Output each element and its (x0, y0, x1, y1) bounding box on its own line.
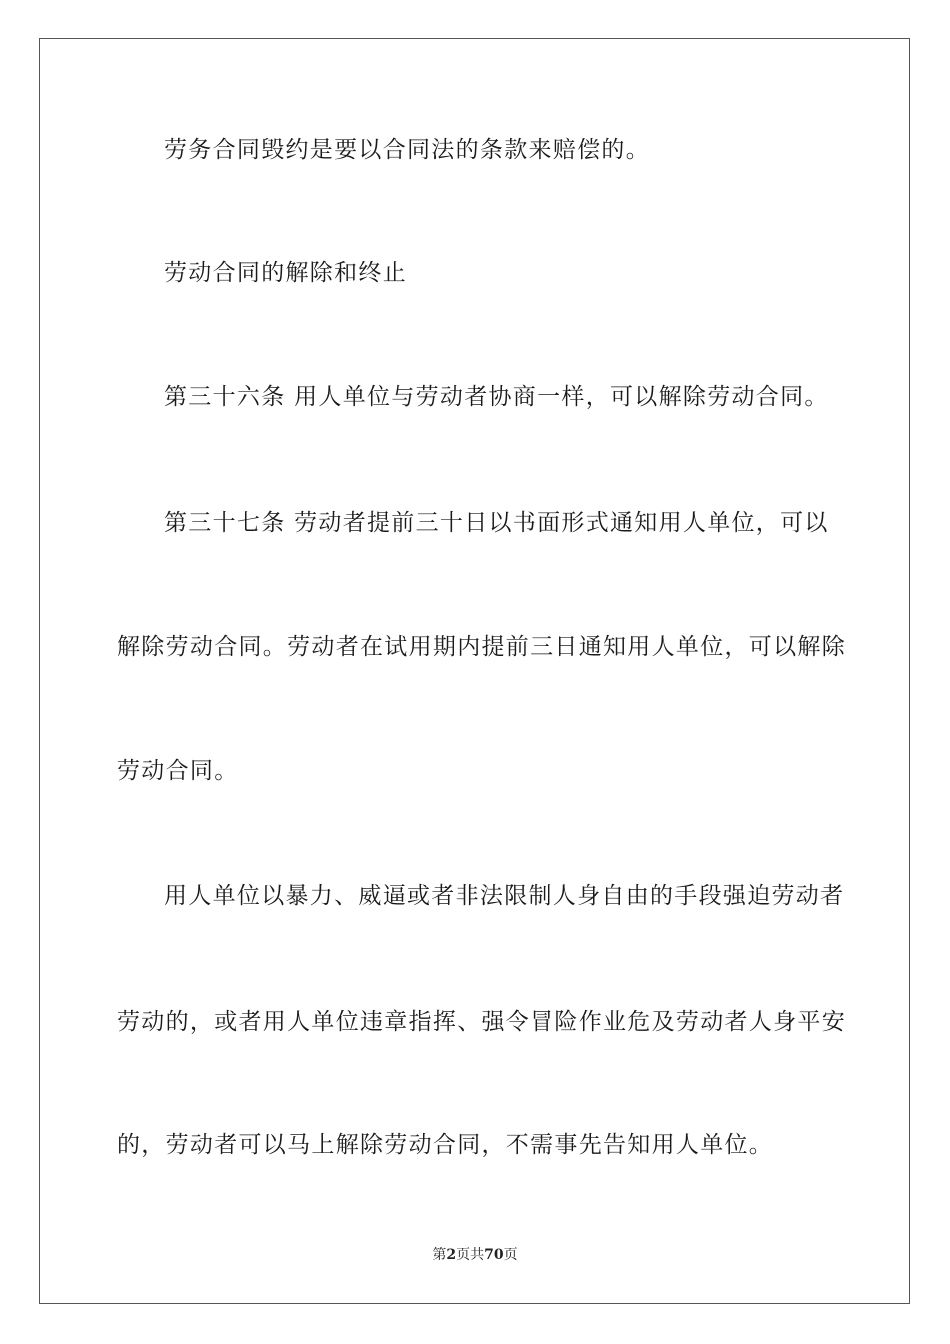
page-prefix: 第 (432, 1247, 447, 1263)
article-37-line-3: 劳动合同。 (117, 758, 239, 784)
paragraph-5-line-3: 的，劳动者可以马上解除劳动合同，不需事先告知用人单位。 (117, 1132, 774, 1158)
page-footer (0, 1246, 950, 1264)
paragraph-5-line-1: 用人单位以暴力、威逼或者非法限制人身自由的手段强迫劳动者 (164, 883, 845, 909)
total-unit: 页 (503, 1247, 518, 1263)
article-37-line-2: 解除劳动合同。劳动者在试用期内提前三日通知用人单位，可以解除 (117, 634, 846, 660)
paragraph-5-line-2: 劳动的，或者用人单位违章指挥、强令冒险作业危及劳动者人身平安 (117, 1009, 846, 1035)
page-unit: 页 (456, 1247, 471, 1263)
page-number: 2 (446, 1247, 457, 1263)
article-36-line-1: 第三十六条 用人单位与劳动者协商一样，可以解除劳动合同。 (164, 384, 829, 410)
article-37-line-1: 第三十七条 劳动者提前三十日以书面形式通知用人单位，可以 (164, 510, 829, 536)
total-prefix: 共 (470, 1247, 485, 1263)
page-border (39, 38, 910, 1304)
section-heading: 劳动合同的解除和终止 (164, 260, 407, 286)
paragraph-1-line-1: 劳务合同毁约是要以合同法的条款来赔偿的。 (164, 137, 650, 163)
total-pages: 70 (484, 1247, 504, 1263)
